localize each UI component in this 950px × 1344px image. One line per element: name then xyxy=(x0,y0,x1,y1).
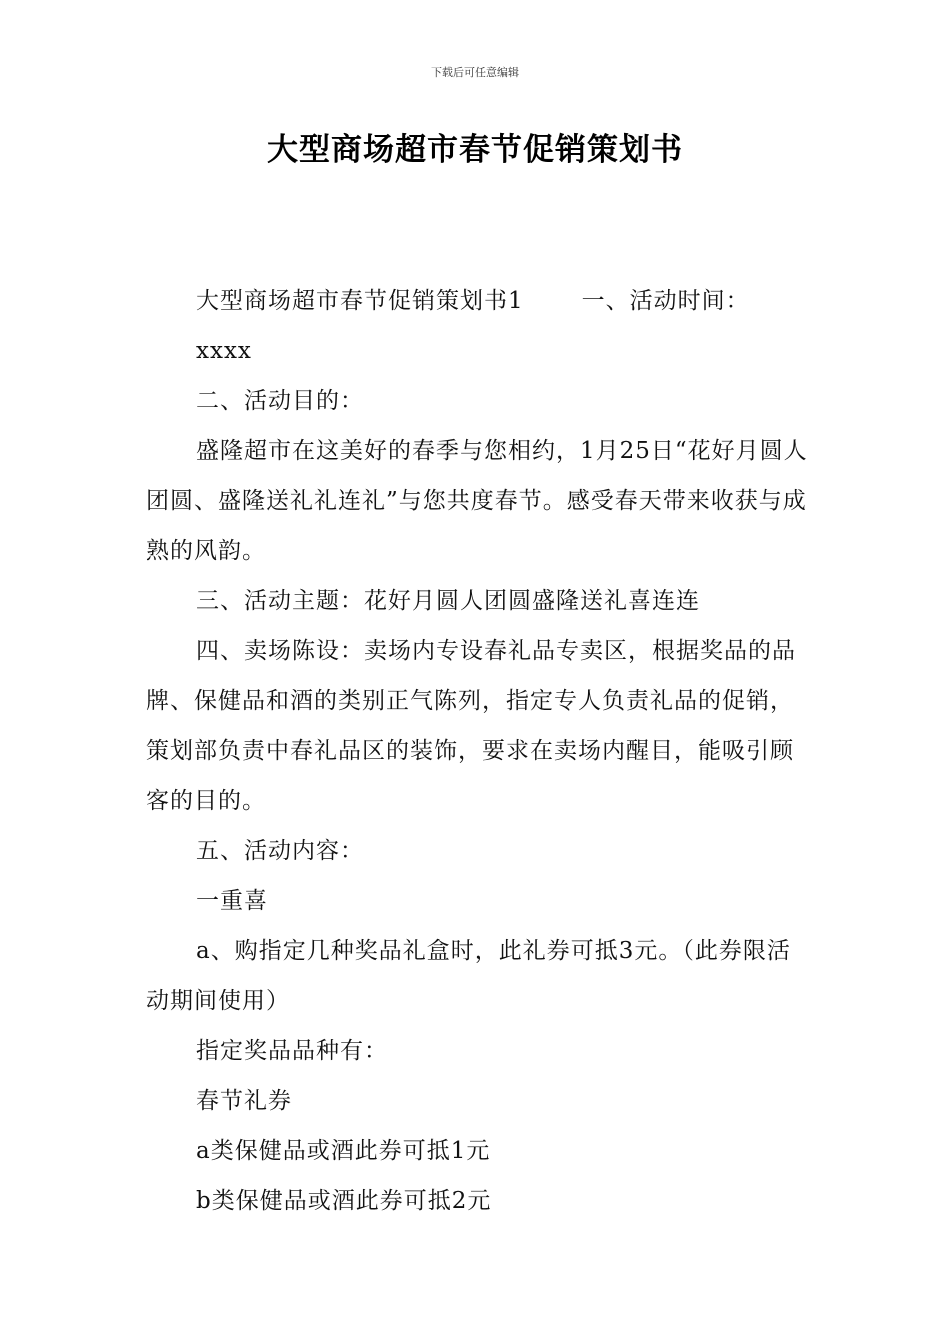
paragraph-purpose-heading: 二、活动目的： xyxy=(196,388,364,414)
paragraph-content-heading: 五、活动内容： xyxy=(196,838,364,864)
paragraph-theme: 三、活动主题：花好月圆人团圆盛隆送礼喜连连 xyxy=(196,588,700,614)
paragraph-first-delight: 一重喜 xyxy=(196,888,268,914)
paragraph-store-display: 四、卖场陈设：卖场内专设春礼品专卖区，根据奖品的品牌、保健品和酒的类别正气陈列，指定专人负责礼品的促销，策划部负责中春礼品区的装饰，要求在卖场内醒目，能吸引顾客的目的。 xyxy=(146,638,796,814)
paragraph-activity-time-value: xxxx xyxy=(196,338,252,364)
paragraph-purpose-body: 盛隆超市在这美好的春季与您相约，1月25日“花好月圆人团圆、盛隆送礼礼连礼”与您共度春节。感受春天带来收获与成熟的风韵。 xyxy=(146,438,808,564)
document-title: 大型商场超市春节促销策划书 xyxy=(267,132,683,168)
paragraph-item-a: a、购指定几种奖品礼盒时，此礼券可抵3元。（此券限活动期间使用） xyxy=(146,938,791,1014)
paragraph-class-b: b类保健品或酒此券可抵2元 xyxy=(196,1188,492,1214)
header-note: 下载后可任意编辑 xyxy=(431,66,519,79)
paragraph-intro-title: 大型商场超市春节促销策划书1 xyxy=(196,288,524,314)
paragraph-activity-time-heading: 一、活动时间： xyxy=(581,288,750,314)
paragraph-intro xyxy=(146,276,810,326)
paragraph-designated-items: 指定奖品品种有： xyxy=(196,1038,388,1064)
paragraph-class-a: a类保健品或酒此券可抵1元 xyxy=(196,1138,491,1164)
document-body xyxy=(146,276,810,1226)
paragraph-spring-coupon: 春节礼券 xyxy=(196,1088,292,1114)
